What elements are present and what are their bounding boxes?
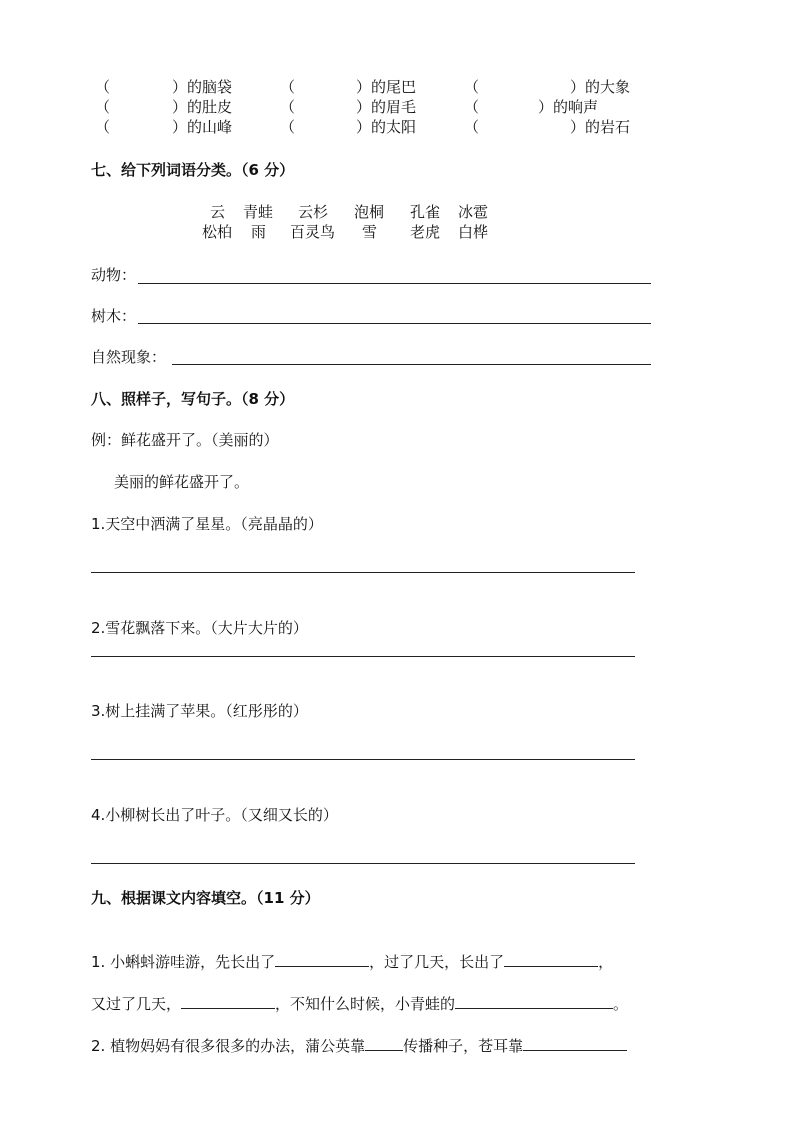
word-item: 云 — [210, 203, 226, 221]
fill-text: 。 — [613, 995, 629, 1013]
blank-phrase[interactable]: ）的响声 — [538, 98, 599, 116]
fill-text: 又过了几天， — [91, 995, 182, 1013]
blank-phrase[interactable]: ）的山峰 — [172, 118, 233, 136]
fill-text: 1. 小蝌蚪游哇游，先长出了 — [91, 953, 276, 971]
blank-open-paren: （ — [95, 98, 111, 116]
blank-open-paren: （ — [280, 78, 296, 96]
blank-field[interactable] — [504, 950, 598, 967]
blank-field[interactable] — [365, 1034, 403, 1051]
word-item: 冰雹 — [458, 203, 489, 221]
blank-open-paren: （ — [464, 98, 480, 116]
rewrite-item-3: 3.树上挂满了苹果。（红彤彤的） — [91, 702, 308, 720]
section-7-heading: 七、给下列词语分类。（6 分） — [91, 161, 295, 179]
fill-line-1 — [91, 950, 613, 972]
word-item: 松柏 — [202, 223, 233, 241]
blank-field[interactable] — [275, 950, 369, 967]
answer-line-2[interactable] — [91, 656, 635, 657]
category-label-nature: 自然现象： — [91, 348, 167, 366]
answer-line-1[interactable] — [91, 572, 635, 573]
section-9-heading: 九、根据课文内容填空。（11 分） — [91, 889, 320, 907]
category-answer-line-trees[interactable] — [138, 323, 651, 324]
word-item: 孔雀 — [410, 203, 441, 221]
category-label-animals: 动物： — [91, 266, 137, 284]
blank-open-paren: （ — [280, 98, 296, 116]
word-item: 白桦 — [458, 223, 489, 241]
answer-line-4[interactable] — [91, 863, 635, 864]
answer-line-3[interactable] — [91, 759, 635, 760]
blank-open-paren: （ — [464, 78, 480, 96]
fill-text: 传播种子，苍耳靠 — [403, 1037, 524, 1055]
blank-phrase[interactable]: ）的肚皮 — [172, 98, 233, 116]
blank-open-paren: （ — [280, 118, 296, 136]
blank-phrase[interactable]: ）的太阳 — [356, 118, 417, 136]
fill-line-2 — [91, 992, 628, 1014]
word-item: 老虎 — [410, 223, 441, 241]
word-item: 雪 — [362, 223, 378, 241]
blank-open-paren: （ — [95, 78, 111, 96]
fill-text: 2. 植物妈妈有很多很多的办法，蒲公英靠 — [91, 1037, 366, 1055]
word-item: 泡桐 — [354, 203, 385, 221]
word-item: 雨 — [251, 223, 267, 241]
example-answer: 美丽的鲜花盛开了。 — [114, 473, 250, 491]
blank-phrase[interactable]: ）的眉毛 — [356, 98, 417, 116]
rewrite-item-1: 1.天空中洒满了星星。（亮晶晶的） — [91, 515, 323, 533]
word-item: 百灵鸟 — [290, 223, 336, 241]
category-label-trees: 树木： — [91, 307, 137, 325]
blank-phrase[interactable]: ）的脑袋 — [172, 78, 233, 96]
blank-phrase[interactable]: ）的大象 — [570, 78, 631, 96]
blank-field[interactable] — [455, 992, 613, 1009]
blank-field[interactable] — [523, 1034, 627, 1051]
blank-open-paren: （ — [464, 118, 480, 136]
fill-text: ，不知什么时候，小青蛙的 — [275, 995, 456, 1013]
category-answer-line-animals[interactable] — [138, 283, 651, 284]
category-answer-line-nature[interactable] — [172, 364, 651, 365]
word-item: 云杉 — [298, 203, 329, 221]
fill-text: ， — [598, 953, 614, 971]
fill-line-3 — [91, 1034, 627, 1056]
blank-phrase[interactable]: ）的尾巴 — [356, 78, 417, 96]
section-8-heading: 八、照样子，写句子。（8 分） — [91, 390, 295, 408]
blank-open-paren: （ — [95, 118, 111, 136]
rewrite-item-2: 2.雪花飘落下来。（大片大片的） — [91, 619, 308, 637]
rewrite-item-4: 4.小柳树长出了叶子。（又细又长的） — [91, 806, 338, 824]
blank-field[interactable] — [181, 992, 275, 1009]
word-item: 青蛙 — [243, 203, 274, 221]
blank-phrase[interactable]: ）的岩石 — [570, 118, 631, 136]
fill-text: ，过了几天，长出了 — [369, 953, 505, 971]
example-sentence: 例：鲜花盛开了。（美丽的） — [91, 431, 279, 449]
